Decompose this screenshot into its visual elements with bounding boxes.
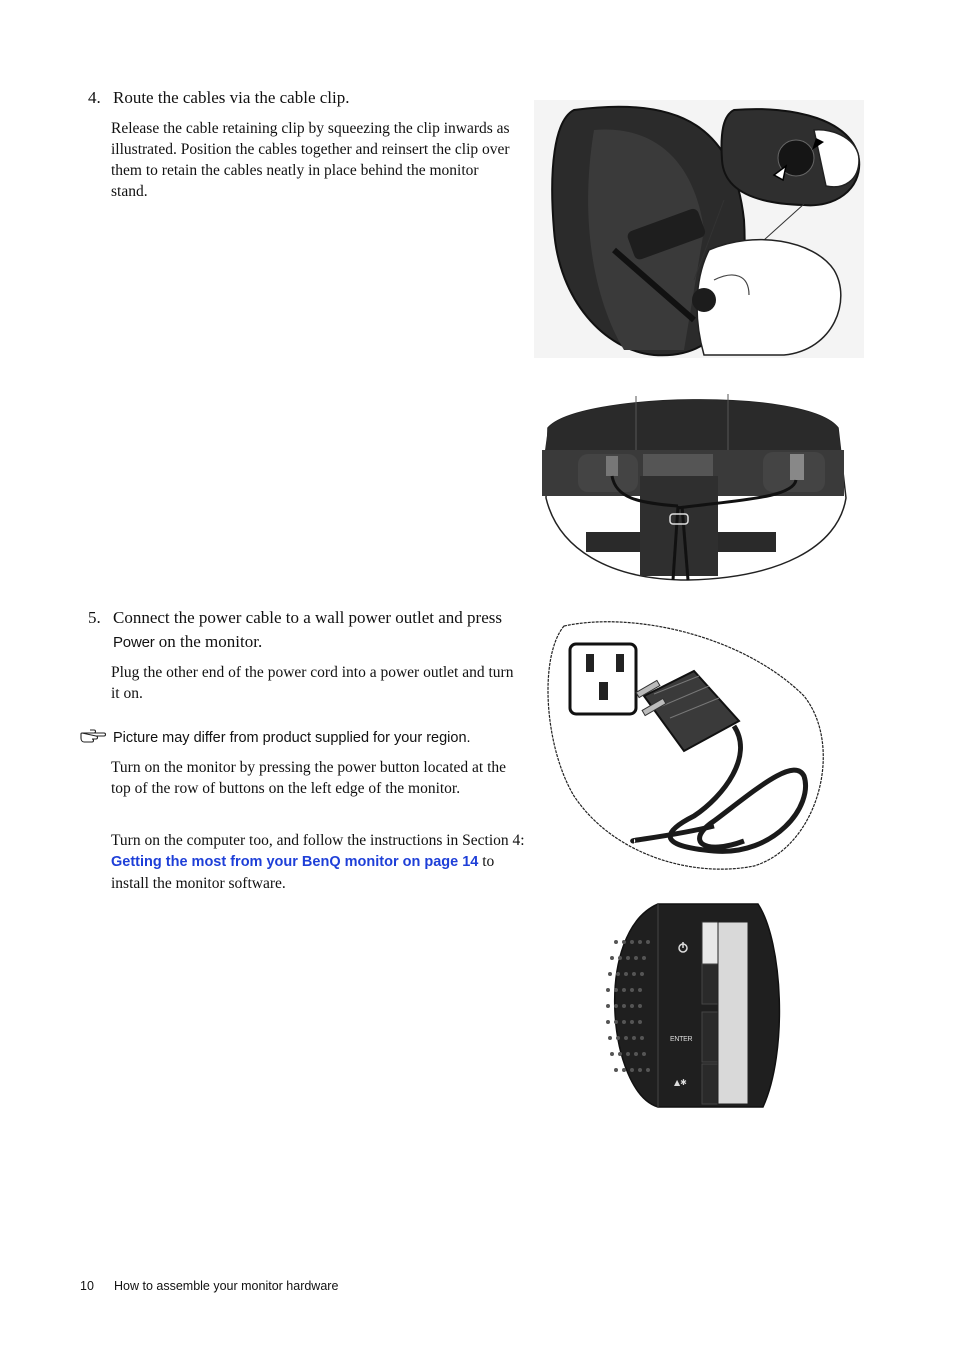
paragraph-3-prefix: Turn on the computer too, and follow the instructions in Section 4: — [111, 832, 525, 849]
step-4-paragraph: Release the cable retaining clip by squeezing the clip inwards as illustrated. Position the cables together and reinsert the clip over them to retain the cables neatly in place behind the monitor stand. — [111, 120, 510, 200]
power-button-illustration — [598, 902, 786, 1112]
step-4-number: 4. — [88, 88, 101, 107]
note-text: Picture may differ from product supplied for your region. — [113, 730, 471, 746]
power-label: Power — [113, 634, 155, 651]
step-5-title-part2: on the monitor. — [158, 632, 263, 651]
bright-button-label: ▲✱ — [674, 1078, 687, 1087]
step-5-paragraph-3 — [111, 830, 526, 894]
power-plug-illustration — [544, 616, 828, 872]
note-hand-icon — [80, 725, 108, 745]
footer-page-number: 10 — [80, 1279, 94, 1293]
footer-section-title: How to assemble your monitor hardware — [114, 1279, 339, 1293]
step-5-heading — [88, 606, 528, 654]
step-5-paragraph-2: Turn on the monitor by pressing the power button located at the top of the row of buttons on the left edge of the monitor. — [111, 759, 507, 797]
step-4-title: Route the cables via the cable clip. — [113, 88, 350, 107]
step-5-title-part1: Connect the power cable to a wall power outlet and press — [113, 608, 502, 627]
step-4-heading — [88, 86, 528, 110]
benq-section-link[interactable]: Getting the most from your BenQ monitor on page 14 — [111, 854, 479, 870]
cable-clip-illustration — [534, 100, 864, 358]
step-5-number: 5. — [88, 608, 101, 627]
paragraph-3-suffix: to install the monitor software. — [111, 853, 495, 892]
step-5-paragraph-1: Plug the other end of the power cord into a power outlet and turn it on. — [111, 664, 514, 702]
step-5-title — [113, 606, 523, 655]
cables-routed-illustration — [538, 388, 848, 582]
enter-button-label: ENTER — [670, 1036, 693, 1043]
